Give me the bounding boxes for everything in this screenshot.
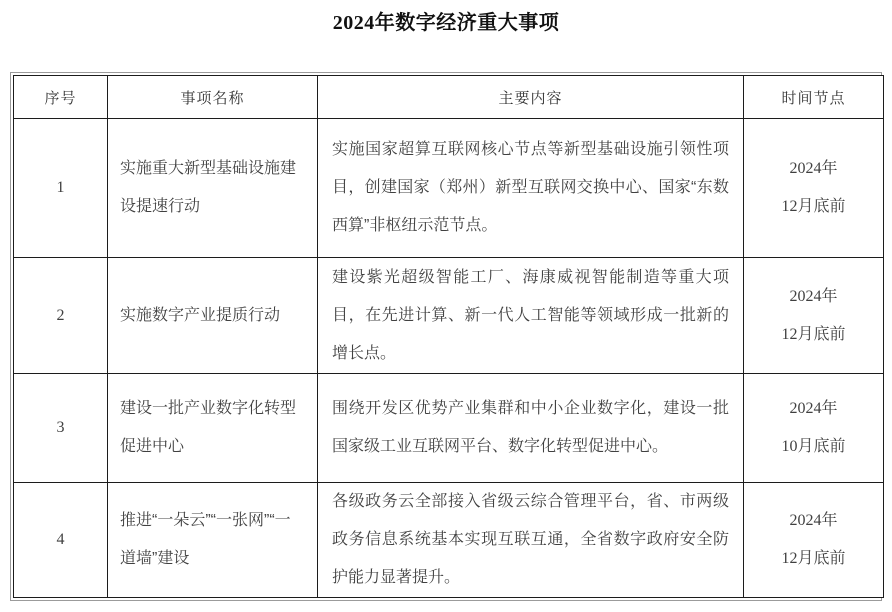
time-month: 10月底前	[781, 438, 846, 455]
serial-cell: 1	[14, 119, 108, 258]
table-row	[14, 258, 884, 374]
content-cell: 各级政务云全部接入省级云综合管理平台，省、市两级政务信息系统基本实现互联互通，全省数字政府安全防护能力显著提升。	[318, 483, 744, 598]
time-year: 2024年	[789, 512, 838, 529]
time-cell	[744, 119, 884, 258]
content-cell: 建设紫光超级智能工厂、海康威视智能制造等重大项目，在先进计算、新一代人工智能等领域形成一批新的增长点。	[318, 258, 744, 374]
name-cell: 建设一批产业数字化转型促进中心	[108, 374, 318, 483]
table-header-row	[14, 76, 884, 119]
table-row	[14, 119, 884, 258]
table-row	[14, 483, 884, 598]
name-cell: 推进“一朵云”“一张网”“一道墙”建设	[108, 483, 318, 598]
name-cell: 实施重大新型基础设施建设提速行动	[108, 119, 318, 258]
name-cell: 实施数字产业提质行动	[108, 258, 318, 374]
time-month: 12月底前	[781, 325, 846, 343]
time-cell	[744, 374, 884, 483]
table-row	[14, 374, 884, 483]
events-table	[13, 75, 884, 598]
content-cell: 围绕开发区优势产业集群和中小企业数字化，建设一批国家级工业互联网平台、数字化转型促进中心。	[318, 374, 744, 483]
time-year: 2024年	[789, 287, 838, 305]
time-year: 2024年	[789, 160, 838, 177]
time-month: 12月底前	[781, 550, 846, 567]
column-header-deadline: 时间节点	[744, 76, 884, 119]
events-table-outer-border	[10, 72, 882, 601]
time-month: 12月底前	[781, 198, 846, 215]
serial-cell: 4	[14, 483, 108, 598]
column-header-main-content: 主要内容	[318, 76, 744, 119]
time-cell	[744, 258, 884, 374]
time-cell	[744, 483, 884, 598]
column-header-serial: 序号	[14, 76, 108, 119]
content-cell: 实施国家超算互联网核心节点等新型基础设施引领性项目，创建国家（郑州）新型互联网交换中心、国家“东数西算”非枢纽示范节点。	[318, 119, 744, 258]
serial-cell: 2	[14, 258, 108, 374]
serial-cell: 3	[14, 374, 108, 483]
page-title: 2024年数字经济重大事项	[332, 12, 560, 34]
time-year: 2024年	[789, 400, 838, 417]
column-header-name: 事项名称	[108, 76, 318, 119]
